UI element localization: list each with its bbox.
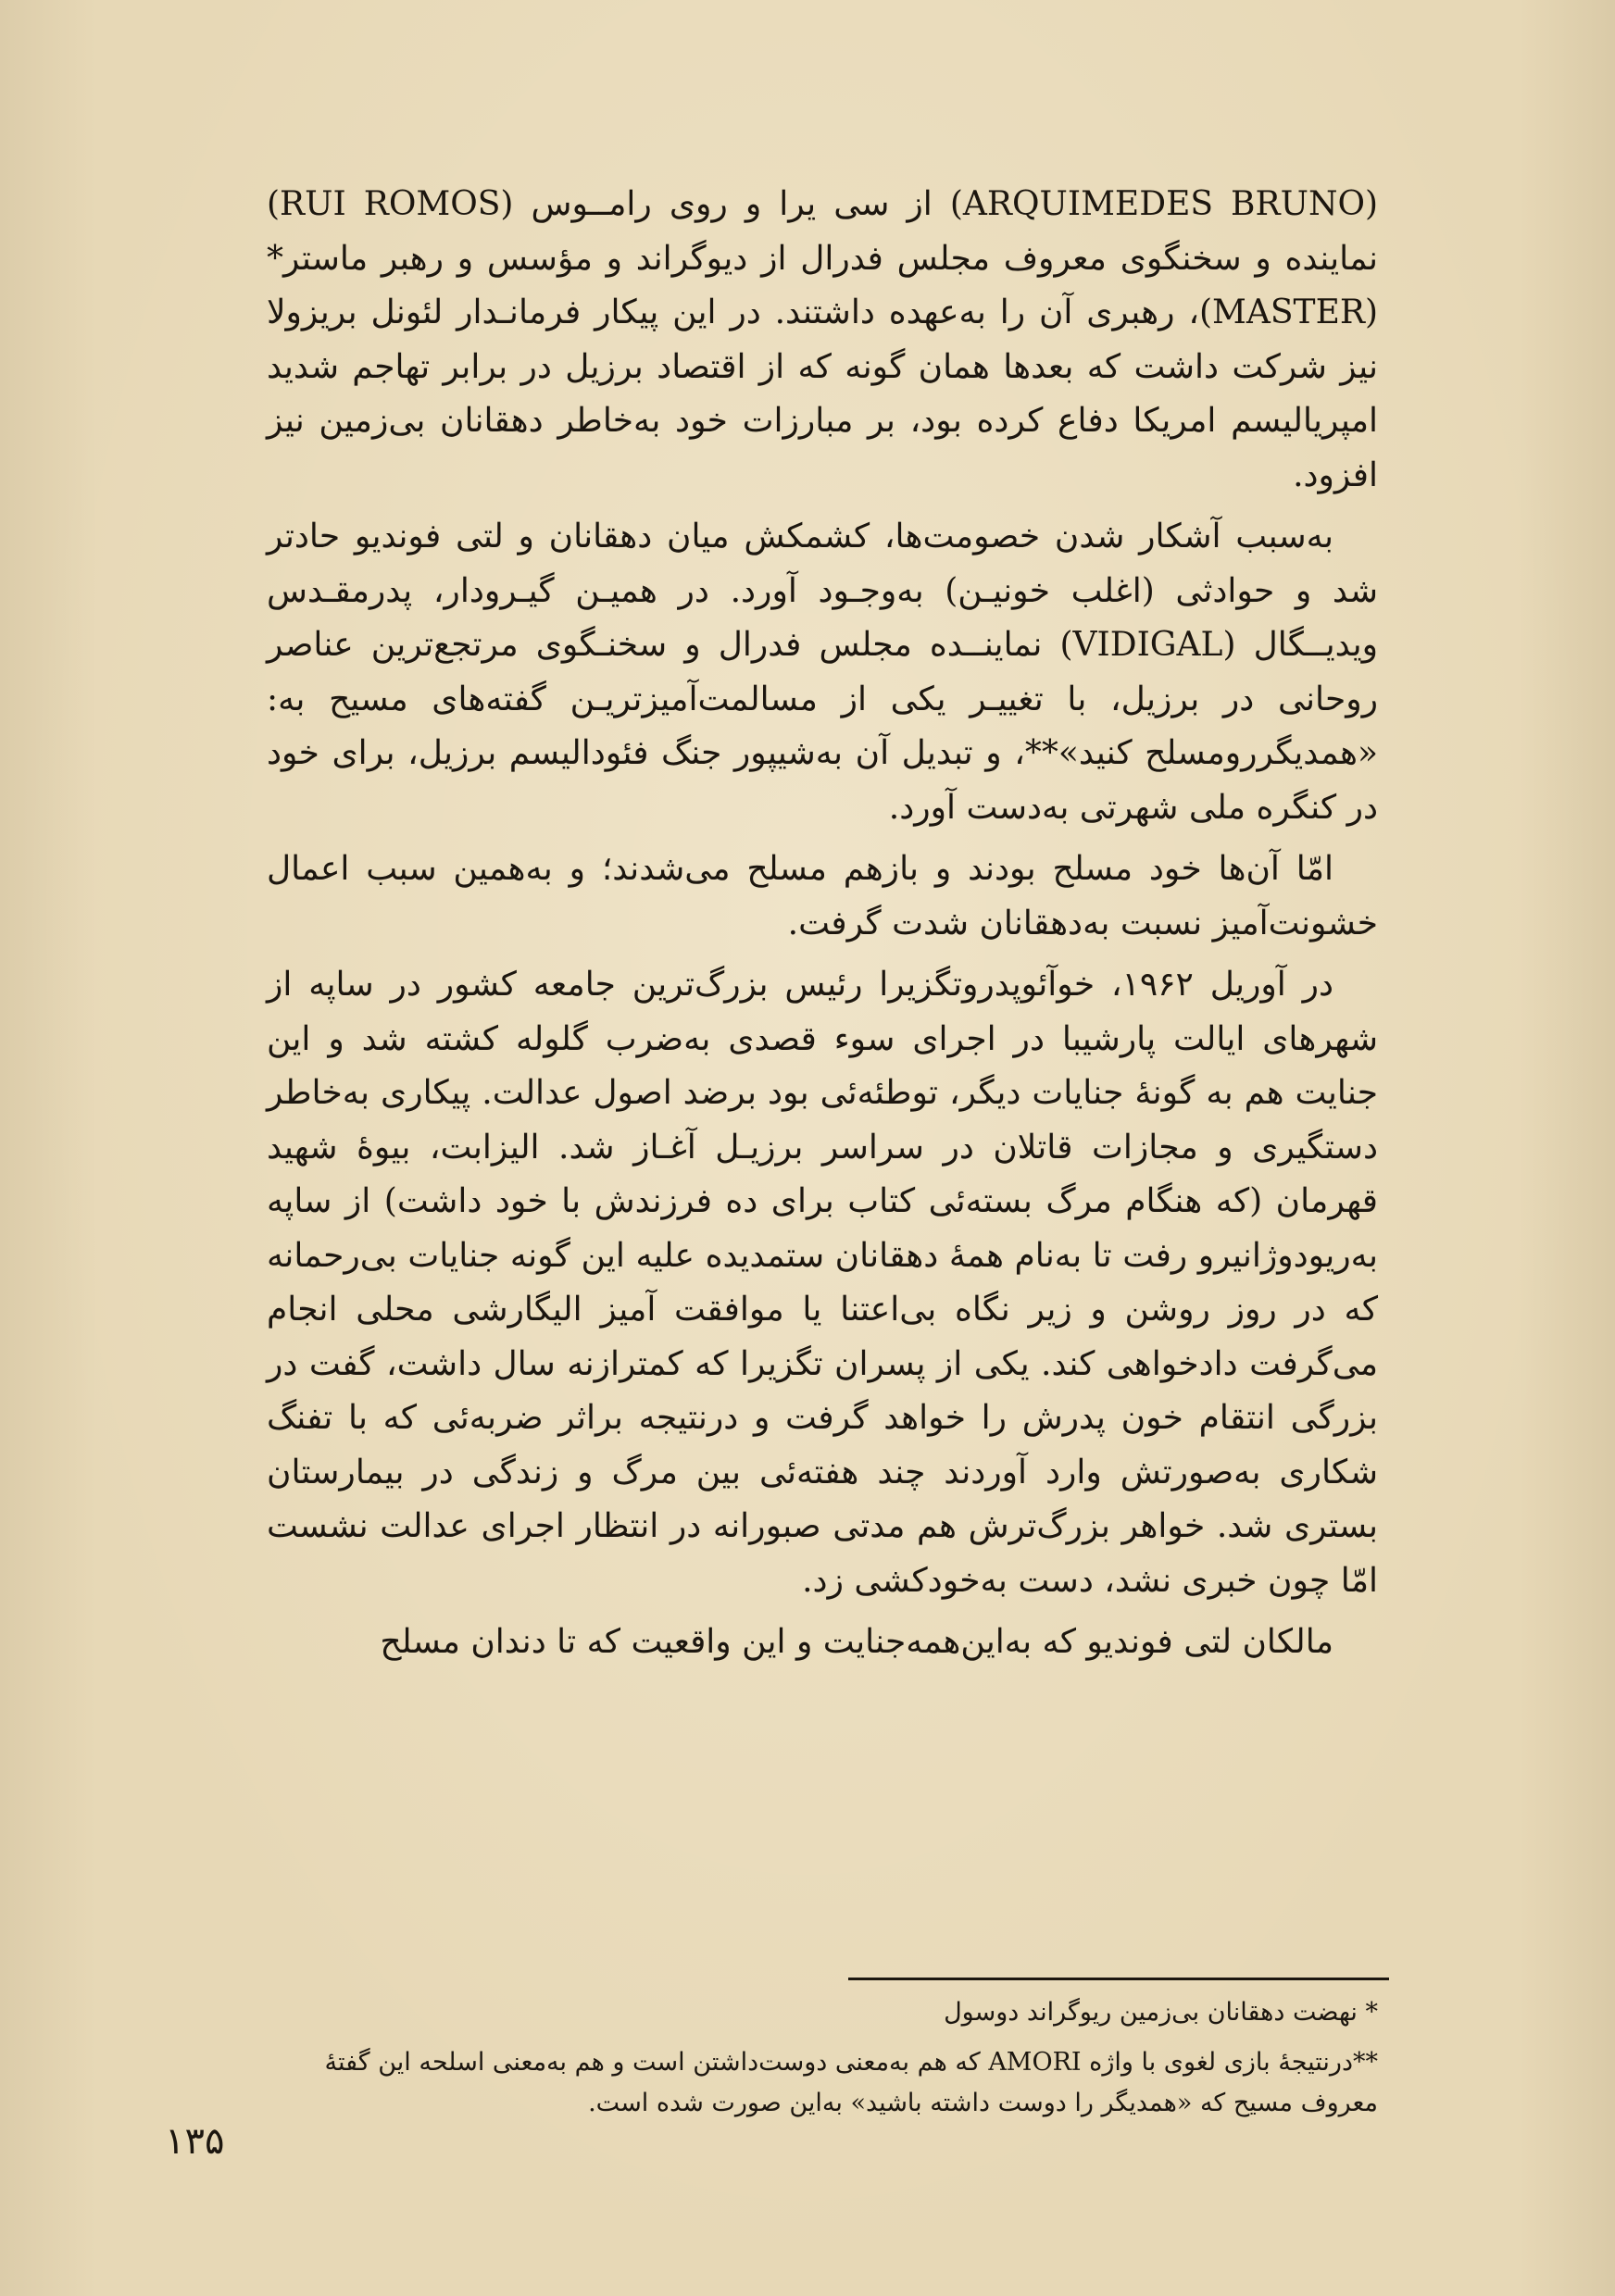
paragraph-2: به‌سبب آشکار شدن خصومت‌ها، کشمکش میان دهقانان و لتی فوندیو حادتر شد و حوادثی (اغلب خونیـن) به‌وجـود آورد. در همیـن گیـرودار، پدرمقـدس ویدیــگال (VIDIGAL) نماینــده مجلس فدرال و سخنـگوی مرتجع‌ترین عناصر روحانی در برزیل، با تغییـر یکی از مسالمت‌آمیزتریـن گفته‌های مسیح به: «همدیگرر‌ومسلح کنید»**، و تبدیل آن به‌شیپور جنگ فئودالیسم برزیل، برای خود در کنگره ملی شهرتی به‌دست آورد. xyxy=(267,518,1378,827)
page-number: ۱۳۵ xyxy=(165,2120,225,2163)
paragraph-3: امّا آن‌ها خود مسلح بودند و بازهم مسلح می‌شدند؛ و به‌همین سبب اعمال خشونت‌آمیز نسبت به‌دهقانان شدت گرفت. xyxy=(267,850,1378,942)
paragraph-4: در آوریل ۱۹۶۲، خوآئوپدروتگزیرا رئیس بزرگ‌ترین جامعه کشور در ساپه از شهرهای ایالت پارشیبا در اجرای سوء قصدی به‌ضرب گلوله کشته شد و این جنایت هم به گونهٔ جنایات دیگر، توطئه‌ئی بود برضد اصول عدالت. پیکاری به‌خاطر دستگیری و مجازات قاتلان در سراسر برزیـل آغـاز شد. الیزابت، بیوهٔ شهید قهرمان (که هنگام مرگ بسته‌ئی کتاب برای ده فرزندش با خود داشت) از ساپه به‌ریودوژانیرو رفت تا به‌نام همهٔ دهقانان ستمدیده علیه این گونه جنایات بی‌رحمانه که در روز روشن و زیر نگاه بی‌اعتنا یا موافقت آمیز الیگارشی محلی انجام می‌گرفت دادخواهی کند. یکی از پسران تگزیرا که کمترازنه سال داشت، گفت در بزرگی انتقام خون پدرش را خواهد گرفت و درنتیجه براثر ضربه‌ئی که با تفنگ شکاری به‌صورتش وارد آوردند چند هفته‌ئی بین مرگ و زندگی در بیمارستان بستری شد. خواهر بزرگ‌ترش هم مدتی صبورانه در انتظار اجرای عدالت نشست امّا چون خبری نشد، دست به‌خودکشی زد. xyxy=(267,966,1378,1600)
body-text xyxy=(267,178,1378,1670)
paragraph-5: مالکان لتی فوندیو که به‌این‌همه‌جنایت و این واقعیت که تا دندان مسلح xyxy=(380,1623,1333,1661)
footnote-divider xyxy=(848,1978,1389,1980)
paragraph-1: (ARQUIMEDES BRUNO) از سی یرا و روی رامــوس (RUI ROMOS) نماینده و سخنگوی معروف مجلس فدرال از دیوگراند و مؤسس و رهبر ماستر*(MASTER)، رهبری آن را به‌عهده داشتند. در این پیکار فرمانـدار لئونل بریزولا نیز شرکت داشت که بعدها همان گونه که از اقتصاد برزیل در برابر تهاجم شدید امپریالیسم امریکا دفاع کرده بود، بر مبارزات خود به‌خاطر دهقانان بی‌زمین نیز افزود. xyxy=(267,185,1379,494)
footnote-1: * نهضت دهقانان بی‌زمین ریوگراند دوسول xyxy=(944,1998,1378,2027)
footnote-2: **درنتیجهٔ بازی لغوی با واژه AMORI که هم به‌معنی دوست‌داشتن است و هم به‌معنی اسلحه این گفتهٔ معروف مسیح که «همدیگر را دوست داشته باشید» به‌این صورت شده است. xyxy=(324,2048,1378,2117)
footnotes xyxy=(267,1992,1378,2124)
